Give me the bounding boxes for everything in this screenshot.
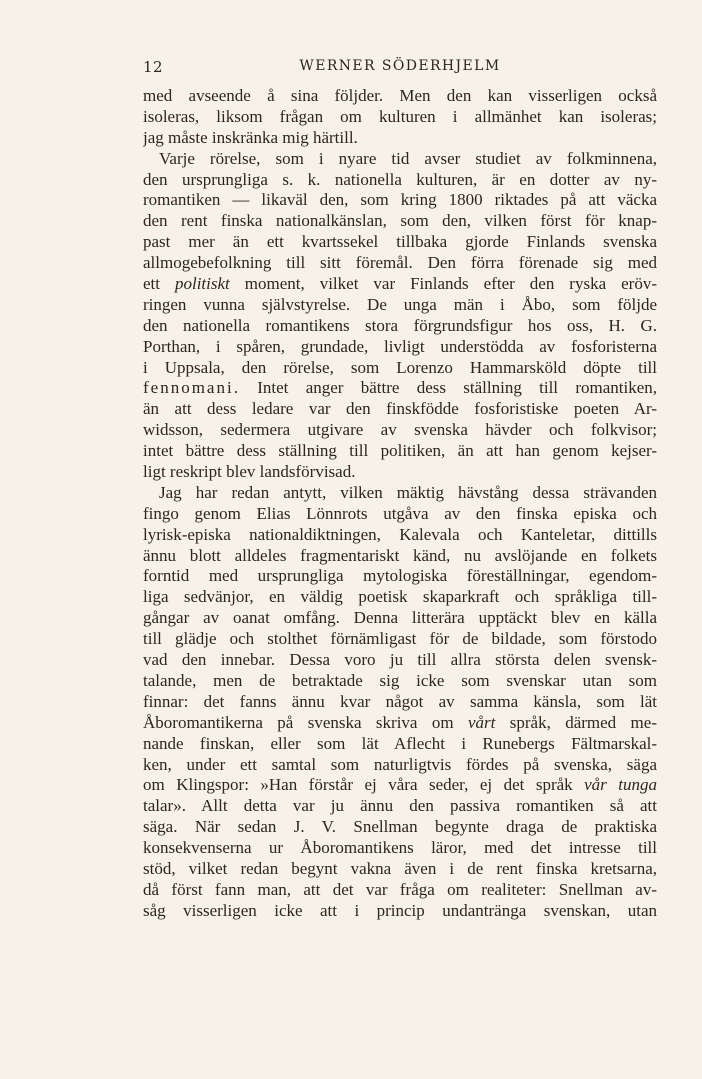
text-segment: Åboromantikerna på svenska skriva om [143, 712, 468, 732]
text-line: fingo genom Elias Lönnrots utgåva av den finska episka och [143, 503, 657, 523]
text-line: ringen vunna självstyrelse. De unga män i Åbo, som följde [143, 294, 657, 314]
italic-text: vårt [467, 712, 496, 732]
text-line: Varje rörelse, som i nyare tid avser studiet av folkminnena, [159, 148, 657, 168]
text-line: då först fann man, att det var fråga om realiteter: Snellman av- [143, 879, 657, 899]
text-line: forntid med ursprungliga mytologiska föreställningar, egendom- [143, 566, 657, 586]
text-line: liga sedvänjor, en väldig poetisk skaparkraft och språkliga till- [143, 587, 657, 607]
text-segment: språk, därmed me- [495, 712, 657, 732]
text-line: än att dess ledare var den finskfödde fosforistiske poeten Ar- [143, 399, 657, 419]
text-line: intet bättre dess ställning till politiken, än att han genom kejser- [143, 441, 657, 461]
text-line [143, 378, 657, 399]
text-line: Jag har redan antytt, vilken mäktig hävstång dessa strävanden [159, 482, 657, 502]
text-line: ännu blott alldeles fragmentariskt känd, nu avslöjande en folkets [143, 545, 657, 565]
text-line: talar». Allt detta var ju ännu den passiva romantiken så att [143, 796, 657, 816]
text-line: ligt reskript blev landsförvisad. [143, 462, 356, 482]
text-line: den ursprungliga s. k. nationella kulturen, är en dotter av ny- [143, 169, 657, 189]
text-line: säga. När sedan J. V. Snellman begynte draga de praktiska [143, 817, 657, 837]
text-line: såg visserligen icke att i princip undantränga svenskan, utan [143, 900, 657, 920]
text-line: nande finskan, eller som lät Aflecht i Runebergs Fältmarskal- [143, 733, 657, 753]
text-line: konsekvenserna ur Åboromantikens läror, med det intresse till [143, 838, 657, 858]
text-segment: moment, vilket var Finlands efter den ryska eröv- [229, 274, 657, 294]
text-line: lyrisk-episka nationaldiktningen, Kalevala och Kanteletar, dittills [143, 524, 657, 544]
italic-text: vår tunga [584, 775, 657, 795]
text-line: den rent finska nationalkänslan, som den, vilken först för knap- [143, 211, 657, 231]
body-text [143, 86, 657, 922]
text-line [143, 713, 657, 734]
text-line: i Uppsala, den rörelse, som Lorenzo Hammarsköld döpte till [143, 357, 657, 377]
text-line: Porthan, i spåren, grundade, livligt understödda av fosforisterna [143, 336, 657, 356]
text-line: talande, men de betraktade sig icke som svenskar utan som [143, 670, 657, 690]
running-head: WERNER SÖDERHJELM [299, 58, 501, 74]
page-header [143, 58, 657, 80]
text-segment: Intet anger bättre dess ställning till romantiken, [239, 378, 657, 398]
spaced-text: fennomani. [143, 378, 240, 398]
text-line: finnar: det fanns ännu kvar något av samma känsla, som lät [143, 691, 657, 711]
text-line: past mer än ett kvartssekel tillbaka gjorde Finlands svenska [143, 232, 657, 252]
text-line: allmogebefolkning till sitt föremål. Den förra förenade sig med [143, 253, 657, 273]
text-line: gångar av oanat omfång. Denna litterära upptäckt blev en källa [143, 608, 657, 628]
text-line: isoleras, liksom frågan om kulturen i allmänhet kan isoleras; [143, 106, 657, 126]
text-line: ken, under ett samtal som naturligtvis fördes på svenska, säga [143, 754, 657, 774]
text-segment: ett [143, 274, 175, 294]
text-line: med avseende å sina följder. Men den kan visserligen också [143, 86, 657, 105]
text-segment: om Klingspor: »Han förstår ej våra seder, ej det språk [143, 775, 585, 795]
text-line: till glädje och stolthet förnämligast för de bildade, som förstodo [143, 629, 657, 649]
text-line: den nationella romantikens stora förgrundsfigur hos oss, H. G. [143, 315, 657, 335]
text-line [143, 775, 657, 796]
italic-text: politiskt [174, 274, 230, 294]
text-line: stöd, vilket redan begynt vakna även i de rent finska kretsarna, [143, 858, 657, 878]
page-number: 12 [143, 58, 164, 76]
text-line: romantiken — likaväl den, som kring 1800 riktades på att väcka [143, 190, 657, 210]
text-line: jag måste inskränka mig härtill. [143, 127, 358, 147]
text-line [143, 274, 657, 295]
text-line: widsson, sedermera utgivare av svenska hävder och folkvisor; [143, 420, 657, 440]
text-line: vad den innebar. Dessa voro ju till allra största delen svensk- [143, 650, 657, 670]
